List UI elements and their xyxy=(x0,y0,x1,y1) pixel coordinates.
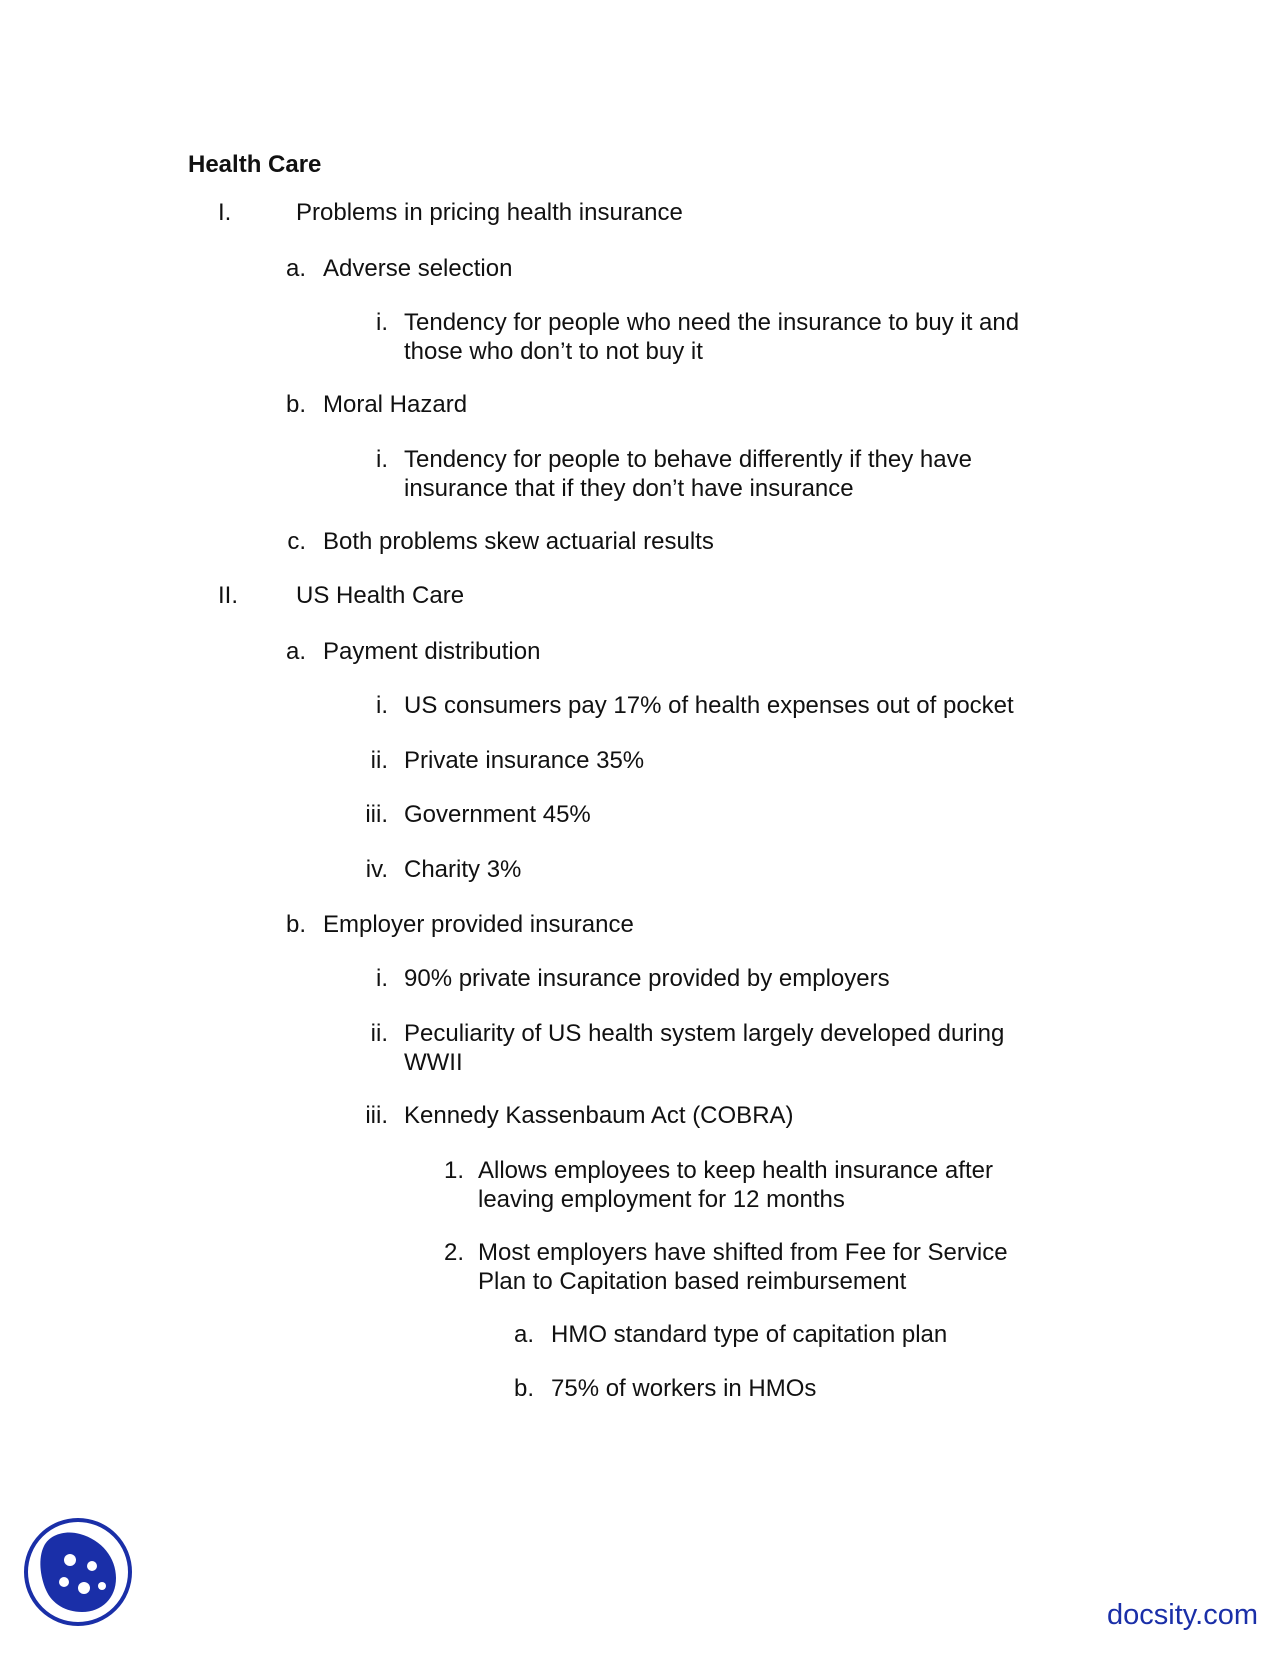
docsity-logo-icon xyxy=(22,1516,134,1628)
outline-text-continued: leaving employment for 12 months xyxy=(478,1186,845,1213)
outline-text: Payment distribution xyxy=(323,638,541,665)
outline-item xyxy=(356,964,890,993)
outline-text: Private insurance 35% xyxy=(404,747,645,774)
outline-item xyxy=(356,308,1019,366)
outline-item xyxy=(438,1156,993,1214)
outline-marker: ii. xyxy=(370,1020,388,1047)
outline-text: Problems in pricing health insurance xyxy=(296,199,683,226)
outline-item xyxy=(356,691,1014,720)
outline-item xyxy=(218,581,464,610)
outline-marker: 2. xyxy=(443,1239,464,1266)
outline-marker: a. xyxy=(514,1321,535,1348)
outline-item xyxy=(356,1019,1004,1077)
outline-text-continued: Plan to Capitation based reimbursement xyxy=(478,1268,907,1295)
outline-text: HMO standard type of capitation plan xyxy=(551,1321,948,1348)
outline-text: Tendency for people who need the insurance to buy it and xyxy=(404,309,1020,336)
outline-marker: a. xyxy=(286,255,307,282)
outline-text: US Health Care xyxy=(296,582,465,609)
outline-item xyxy=(514,1374,816,1403)
outline-text: Moral Hazard xyxy=(323,391,468,418)
outline-marker: a. xyxy=(286,638,307,665)
outline-item xyxy=(286,637,540,666)
outline-marker: i. xyxy=(376,965,388,992)
outline-marker: b. xyxy=(286,911,307,938)
outline-item xyxy=(356,1101,794,1130)
outline-item xyxy=(514,1320,947,1349)
outline-item xyxy=(356,855,521,884)
outline-text: Allows employees to keep health insurance after xyxy=(478,1157,993,1184)
outline-marker: iii. xyxy=(365,801,388,828)
outline-marker: iv. xyxy=(365,856,388,883)
outline-text: Most employers have shifted from Fee for Service xyxy=(478,1239,1008,1266)
outline-item xyxy=(286,390,467,419)
outline-item xyxy=(218,198,683,227)
outline-text: Tendency for people to behave differently if they have xyxy=(404,446,972,473)
outline-item xyxy=(356,800,591,829)
document-title: Health Care xyxy=(188,151,322,178)
outline-text: 90% private insurance provided by employers xyxy=(404,965,890,992)
outline-item xyxy=(438,1238,1008,1296)
outline-text: Kennedy Kassenbaum Act (COBRA) xyxy=(404,1102,794,1129)
outline-item xyxy=(356,445,972,503)
outline-text-continued: WWII xyxy=(404,1049,463,1076)
outline-marker: I. xyxy=(218,199,232,226)
outline-text: Peculiarity of US health system largely developed during xyxy=(404,1020,1005,1047)
outline-marker: ii. xyxy=(370,747,388,774)
outline-marker: i. xyxy=(376,446,388,473)
outline-text: US consumers pay 17% of health expenses out of pocket xyxy=(404,692,1014,719)
outline-text: Both problems skew actuarial results xyxy=(323,528,714,555)
outline-item xyxy=(286,527,714,556)
outline-text: Charity 3% xyxy=(404,856,522,883)
outline-text: Adverse selection xyxy=(323,255,513,282)
outline-marker: b. xyxy=(514,1375,535,1402)
outline-marker: II. xyxy=(218,582,239,609)
outline-marker: 1. xyxy=(443,1157,464,1184)
docsity-brand-link[interactable]: docsity.com xyxy=(1107,1599,1258,1631)
outline-item xyxy=(356,746,644,775)
outline-marker: i. xyxy=(376,309,388,336)
outline-text-continued: those who don’t to not buy it xyxy=(404,338,703,365)
outline-text: 75% of workers in HMOs xyxy=(551,1375,817,1402)
outline-item xyxy=(286,910,634,939)
outline-text-continued: insurance that if they don’t have insurance xyxy=(404,475,854,502)
outline-item xyxy=(286,254,512,283)
outline-text: Government 45% xyxy=(404,801,591,828)
outline-marker: b. xyxy=(286,391,307,418)
outline-text: Employer provided insurance xyxy=(323,911,634,938)
outline-marker: i. xyxy=(376,692,388,719)
outline-marker: c. xyxy=(287,528,306,555)
outline-marker: iii. xyxy=(365,1102,388,1129)
